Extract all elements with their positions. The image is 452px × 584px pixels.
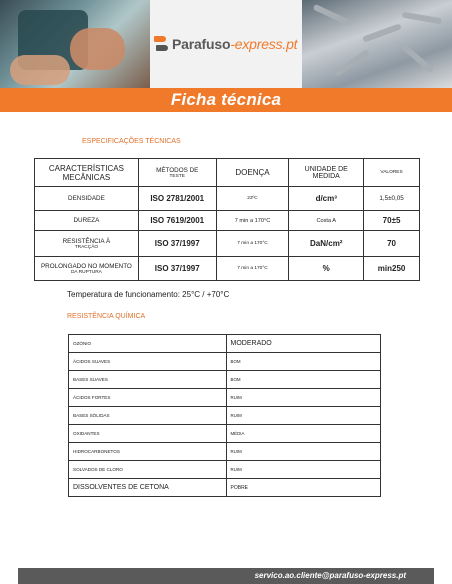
- row-name-sub: TRACÇÃO: [74, 244, 99, 250]
- footer-bar: [18, 568, 434, 584]
- table-row: [69, 443, 381, 461]
- rating-cell: MÉDIA: [226, 425, 380, 443]
- customer-service-email[interactable]: servico.ao.cliente@parafuso-express.pt: [254, 571, 406, 580]
- row-condition: 23ºC: [216, 187, 289, 211]
- table-row: [35, 257, 420, 281]
- agent-cell: BASES SUAVES: [69, 371, 227, 389]
- chem-section-title: RESISTÊNCIA QUÍMICA: [67, 313, 146, 320]
- row-condition: 7 min a 170°C: [216, 231, 289, 257]
- brand-logo[interactable]: [154, 32, 304, 56]
- agent-cell: ÁCIDOS FORTES: [69, 389, 227, 407]
- table-row: [69, 461, 381, 479]
- header-methods-sub: TESTE: [169, 173, 185, 179]
- operating-temperature: Temperatura de funcionamento: 25°C / +70°C: [67, 290, 230, 299]
- rating-cell: BOM: [226, 371, 380, 389]
- row-method: ISO 7619/2001: [138, 211, 216, 231]
- row-name: PROLONGADO NO MOMENTO: [40, 262, 132, 270]
- header-characteristics: CARACTERÍSTICAS MECÂNICAS: [35, 159, 139, 187]
- header-methods: MÉTODOS DE: [156, 166, 199, 174]
- table-row: [69, 425, 381, 443]
- row-unit: d/cm³: [289, 187, 364, 211]
- row-condition: 7 min a 170°C: [216, 257, 289, 281]
- row-method: ISO 37/1997: [138, 231, 216, 257]
- table-row: [35, 187, 420, 211]
- row-value: min250: [364, 257, 420, 281]
- rating-cell: RUIM: [226, 389, 380, 407]
- table-row: [69, 335, 381, 353]
- table-row: [69, 407, 381, 425]
- header-unit: UNIDADE DE MEDIDA: [289, 159, 364, 187]
- row-name: RESISTÊNCIA À: [62, 237, 111, 245]
- agent-cell: DISSOLVENTES DE CETONA: [69, 479, 227, 497]
- table-row: [35, 211, 420, 231]
- spec-header-row: [35, 159, 420, 187]
- rating-cell: RUIM: [226, 407, 380, 425]
- screws-photo: [302, 0, 452, 88]
- table-row: [69, 371, 381, 389]
- page-title: Ficha técnica: [170, 90, 282, 109]
- row-value: 70±5: [364, 211, 420, 231]
- rating-cell: RUIM: [226, 461, 380, 479]
- agent-cell: SOLVADOS DE CLORO: [69, 461, 227, 479]
- agent-cell: ÁCIDOS SUAVES: [69, 353, 227, 371]
- table-row: [69, 389, 381, 407]
- agent-cell: BASES SÓLIDAS: [69, 407, 227, 425]
- row-method: ISO 2781/2001: [138, 187, 216, 211]
- row-value: 70: [364, 231, 420, 257]
- row-unit: DaN/cm²: [289, 231, 364, 257]
- tools-photo: [0, 0, 150, 88]
- rating-cell: MODERADO: [226, 335, 380, 353]
- rating-cell: BOM: [226, 353, 380, 371]
- agent-cell: OZÓNIO: [69, 335, 227, 353]
- row-name: DENSIDADE: [35, 187, 139, 211]
- brand-name: Parafuso-express.pt: [172, 36, 298, 52]
- agent-cell: HIDROCARBONETOS: [69, 443, 227, 461]
- row-name: DUREZA: [35, 211, 139, 231]
- row-condition: 7 min a 170°C: [216, 211, 289, 231]
- row-unit: Costa A: [289, 211, 364, 231]
- table-row: [35, 231, 420, 257]
- rating-cell: POBRE: [226, 479, 380, 497]
- row-value: 1,5±0,05: [364, 187, 420, 211]
- table-row: [69, 353, 381, 371]
- row-name-sub: DA RUPTURA: [70, 269, 102, 275]
- spec-table: [34, 158, 420, 281]
- header-banner: [0, 0, 452, 88]
- row-method: ISO 37/1997: [138, 257, 216, 281]
- spec-section-title: ESPECIFICAÇÕES TÉCNICAS: [82, 138, 181, 145]
- rating-cell: RUIM: [226, 443, 380, 461]
- title-band: [0, 88, 452, 112]
- screw-logo-icon: [154, 36, 168, 52]
- header-values: VALORES: [364, 159, 420, 187]
- header-condition: DOENÇA: [216, 159, 289, 187]
- agent-cell: OXIDANTES: [69, 425, 227, 443]
- table-row: [69, 479, 381, 497]
- chemical-resistance-table: [68, 334, 381, 497]
- row-unit: %: [289, 257, 364, 281]
